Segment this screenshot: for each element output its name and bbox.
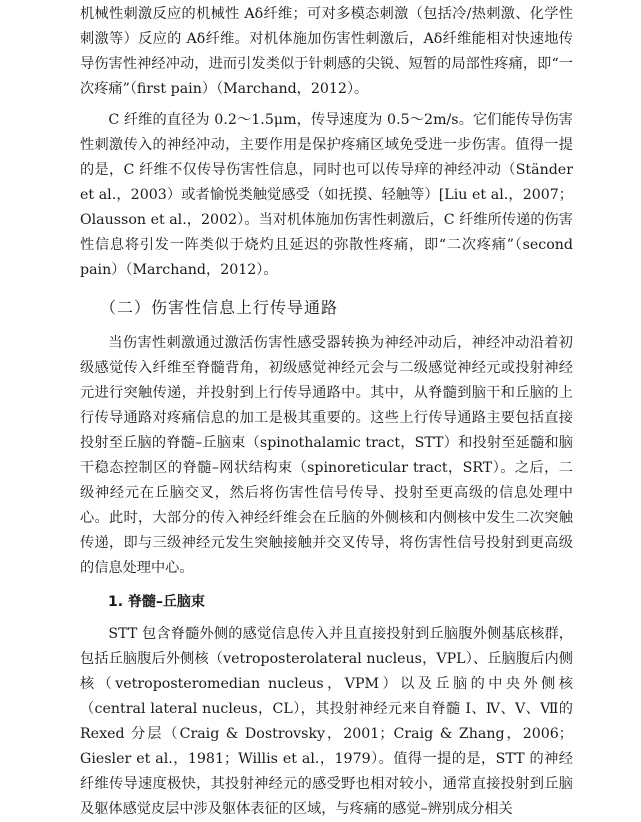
paragraph-adelta-fibers: 机械性刺激反应的机械性 Aδ纤维；可对多模态刺激（包括冷/热刺激、化学性刺激等）反应的 Aδ纤维。对机体施加伤害性刺激后，Aδ纤维能相对快速地传导伤害性神经冲动，进而引发类似于针刺感的尖锐、短暂的局部性疼痛，即“一次疼痛”（first pain）（Marchand，2012）。 — [80, 6, 573, 97]
section-heading: （二）伤害性信息上行传导通路 — [100, 298, 339, 317]
paragraph-c-fibers: C 纤维的直径为 0.2～1.5μm，传导速度为 0.5～2m/s。它们能传导伤害性刺激传入的神经冲动，主要作用是保护疼痛区域免受进一步伤害。值得一提的是，C 纤维不仅传导伤害性信息，同时也可以传导痒的神经冲动（Ständer et al.，2003）或者愉悦类触觉感受（如抚摸、轻触等）[Liu et al.，2007；Olausson et al.，2002）。当对机体施加伤害性刺激后，C 纤维所传递的伤害性信息将引发一阵类似于烧灼且延迟的弥散性疼痛，即“二次疼痛”（second pain）（Marchand，2012）。 — [80, 112, 573, 278]
paragraph-ascending-pathways: 当伤害性刺激通过激活伤害性感受器转换为神经冲动后，神经冲动沿着初级感觉传入纤维至脊髓背角，初级感觉神经元会与二级感觉神经元或投射神经元进行突触传递，并投射到上行传导通路中。其中，从脊髓到脑干和丘脑的上行传导通路对疼痛信息的加工是极其重要的。这些上行传导通路主要包括直接投射至丘脑的脊髓–丘脑束（spinothalamic tract，STT）和投射至延髓和脑干稳态控制区的脊髓–网状结构束（spinoreticular tract，SRT）。之后，二级神经元在丘脑交叉，然后将伤害性信号传导、投射至更高级的信息处理中心。此时，大部分的传入神经纤维会在丘脑的外侧核和内侧核中发生二次突触传递，即与三级神经元发生突触接触并交叉传导，将伤害性信号投射到更高级的信息处理中心。 — [80, 335, 573, 576]
paragraph-stt: STT 包含脊髓外侧的感觉信息传入并且直接投射到丘脑腹外侧基底核群，包括丘脑腹后外侧核（vetroposterolateral nucleus，VPL）、丘脑腹后内侧核（vetroposteromedian nucleus，VPM）以及丘脑的中央外侧核（central lateral nucleus，CL），其投射神经元来自脊髓 Ⅰ、Ⅳ、Ⅴ、Ⅶ的 Rexed 分层（Craig & Dostrovsky，2001；Craig & Zhang，2006；Giesler et al.，1981；Willis et al.，1979）。值得一提的是，STT 的神经纤维传导速度极快，其投射神经元的感受野也相对较小，通常直接投射到丘脑及躯体感觉皮层中涉及躯体表征的区域，与疼痛的感觉–辨别成分相关 — [80, 626, 573, 817]
subsection-heading: 1. 脊髓–丘脑束 — [108, 594, 205, 610]
